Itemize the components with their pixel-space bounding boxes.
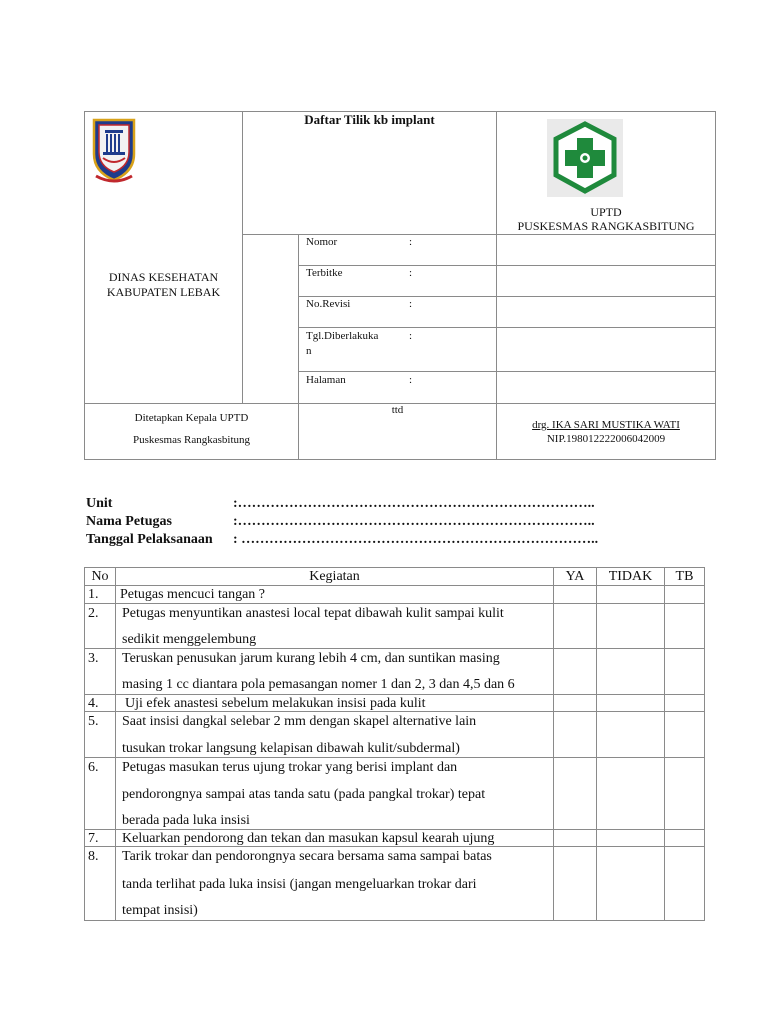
info-value-nama-petugas[interactable]: :………………………………………………………………….. (233, 514, 595, 529)
signer-name: drg. IKA SARI MUSTIKA WATI (532, 419, 680, 431)
ttd-label: ttd (391, 404, 404, 416)
puskesmas-name: PUSKESMAS RANGKASBITUNG (517, 219, 695, 233)
field-sep: : (409, 298, 413, 310)
row-activity-text: Petugas menyuntikan anastesi local tepat dibawah kulit sampai kulit (122, 606, 504, 621)
row-activity-text: tusukan trokar langsung kelapisan dibawah kulit/subdermal) (122, 741, 460, 756)
row-activity-text: Petugas mencuci tangan ? (120, 587, 266, 602)
org-name-line2: KABUPATEN LEBAK (106, 285, 221, 299)
tidak-cell[interactable] (597, 586, 664, 603)
field-sep: : (409, 236, 413, 248)
row-activity-text: tanda terlihat pada luka insisi (jangan mengeluarkan trokar dari (122, 877, 477, 892)
col-header-ya: YA (565, 569, 585, 584)
field-sep: : (409, 267, 413, 279)
col-header-tb: TB (675, 569, 694, 584)
kabupaten-lebak-logo (90, 114, 138, 184)
info-value-tanggal[interactable]: : ………………………………………………………………….. (233, 532, 599, 547)
row-number: 2. (88, 606, 99, 621)
field-sep: : (409, 374, 413, 386)
field-label-tgl: Tgl.Diberlakuka (306, 330, 379, 342)
row-number: 1. (88, 587, 99, 602)
row-activity-text: sedikit menggelembung (122, 632, 257, 647)
row-number: 6. (88, 760, 99, 775)
row-activity-text: masing 1 cc diantara pola pemasangan nomer 1 dan 2, 3 dan 4,5 dan 6 (122, 677, 515, 692)
info-label-nama-petugas: Nama Petugas (86, 514, 172, 529)
row-activity-text: berada pada luka insisi (122, 813, 250, 828)
col-header-tidak: TIDAK (608, 569, 653, 584)
row-activity-text: Petugas masukan terus ujung trokar yang berisi implant dan (122, 760, 458, 775)
document-title: Daftar Tilik kb implant (304, 112, 435, 127)
signer-nip: NIP.198012222006042009 (546, 433, 666, 445)
field-label-nomor: Nomor (306, 236, 338, 248)
field-sep: : (409, 330, 413, 342)
row-activity-text: Tarik trokar dan pendorongnya secara bersama sama sampai batas (122, 849, 492, 864)
row-activity-text: Uji efek anastesi sebelum melakukan insisi pada kulit (125, 696, 426, 711)
row-number: 7. (88, 831, 99, 846)
col-header-no: No (91, 569, 109, 584)
ditetapkan-line1: Ditetapkan Kepala UPTD (134, 412, 249, 424)
row-number: 3. (88, 651, 99, 666)
row-activity-text: pendorongnya sampai atas tanda satu (pada pangkal trokar) tepat (122, 787, 486, 802)
info-label-tanggal: Tanggal Pelaksanaan (86, 532, 213, 547)
field-label-halaman: Halaman (306, 374, 346, 386)
ya-cell[interactable] (554, 586, 596, 603)
field-label-tgl-wrap: n (306, 345, 312, 357)
field-label-terbitke: Terbitke (306, 267, 343, 279)
puskesmas-logo (547, 119, 623, 197)
row-number: 4. (88, 696, 99, 711)
col-header-kegiatan: Kegiatan (309, 569, 360, 584)
field-label-norevisi: No.Revisi (306, 298, 351, 310)
row-number: 5. (88, 714, 99, 729)
info-label-unit: Unit (86, 496, 113, 511)
ditetapkan-line2: Puskesmas Rangkasbitung (132, 434, 251, 446)
row-activity-text: Saat insisi dangkal selebar 2 mm dengan skapel alternative lain (122, 714, 477, 729)
info-value-unit[interactable]: :………………………………………………………………….. (233, 496, 595, 511)
row-activity-text: Teruskan penusukan jarum kurang lebih 4 cm, dan suntikan masing (122, 651, 500, 666)
tb-cell[interactable] (665, 586, 704, 603)
row-activity-text: tempat insisi) (122, 903, 198, 918)
uptd-label: UPTD (590, 205, 622, 219)
row-number: 8. (88, 849, 99, 864)
org-name-line1: DINAS KESEHATAN (108, 270, 219, 284)
row-activity-text: Keluarkan pendorong dan tekan dan masukan kapsul kearah ujung (122, 831, 495, 846)
